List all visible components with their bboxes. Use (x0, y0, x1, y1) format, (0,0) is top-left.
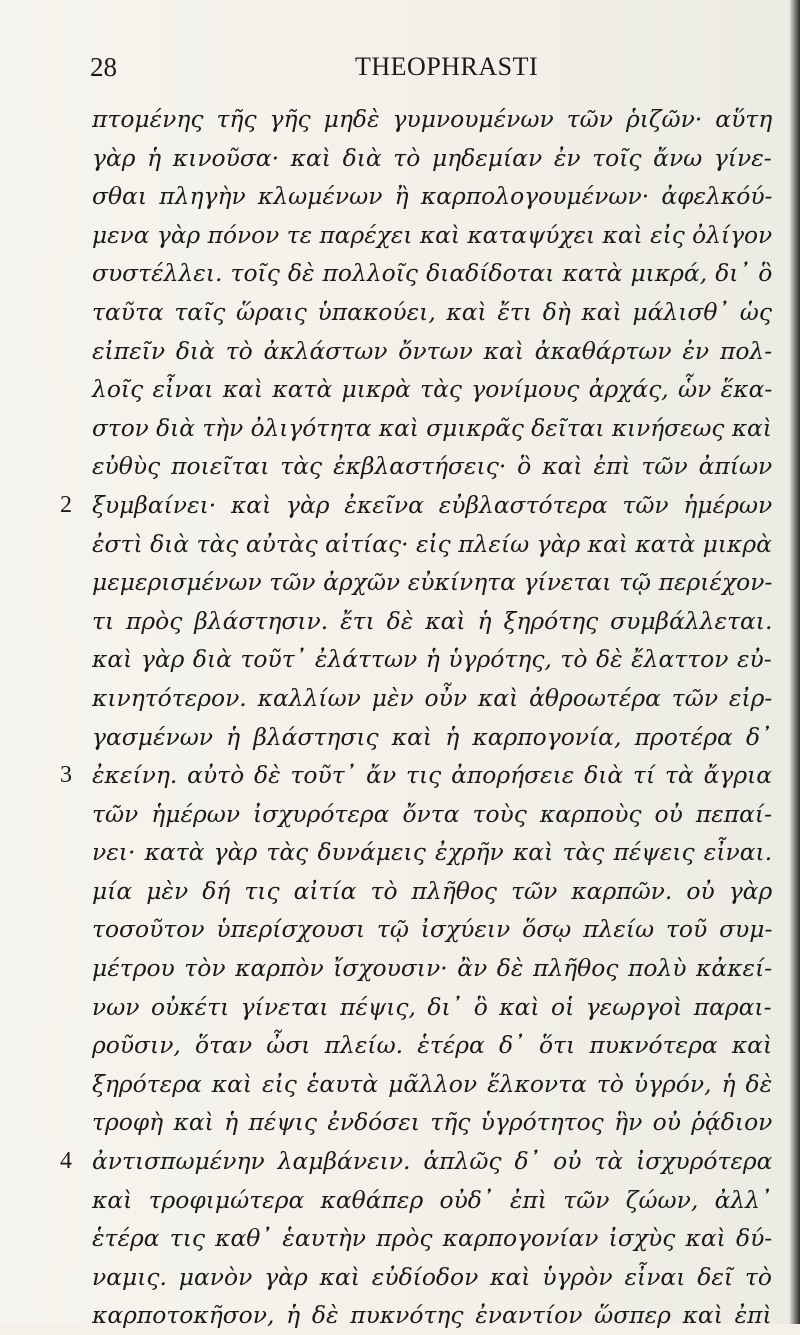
text-line (92, 1258, 772, 1297)
text-line (92, 293, 772, 332)
line-text: ἀντισπωμένην λαμβάνειν. ἁπλῶς δ᾽ οὐ τὰ ἰσχυρότερα (92, 1147, 773, 1176)
line-text: σθαι πληγὴν κλωμένων ἢ καρπολογουμένων· ἀφελκόύ- (92, 182, 773, 211)
line-text: εὐθὺς ποιεῖται τὰς ἐκβλαστήσεις· ὃ καὶ ἐπὶ τῶν ἀπίων (92, 452, 773, 481)
text-line (92, 447, 772, 486)
line-text: ἐκείνη. αὐτὸ δὲ τοῦτ᾽ ἄν τις ἀπορήσειε διὰ τί τὰ ἄγρια (92, 761, 773, 790)
line-text: νων οὐκέτι γίνεται πέψις, δι᾽ ὃ καὶ οἱ γεωργοὶ παραι- (92, 992, 772, 1021)
text-line (92, 602, 772, 641)
text-line (92, 1181, 772, 1220)
line-text: τι πρὸς βλάστησιν. ἔτι δὲ καὶ ἡ ξηρότης συμβάλλεται. (92, 606, 773, 635)
line-text: ἐστὶ διὰ τὰς αὐτὰς αἰτίας· εἰς πλείω γὰρ καὶ κατὰ μικρὰ (92, 529, 772, 558)
line-text: ξηρότερα καὶ εἰς ἑαυτὰ μᾶλλον ἕλκοντα τὸ ὑγρόν, ἡ δὲ (92, 1069, 773, 1098)
text-line (92, 525, 772, 564)
text-line (92, 254, 772, 293)
text-line (60, 756, 773, 795)
line-text: γὰρ ἡ κινοῦσα· καὶ διὰ τὸ μηδεμίαν ἐν τοῖς ἄνω γίνε- (92, 143, 772, 172)
line-text: λοῖς εἶναι καὶ κατὰ μικρὰ τὰς γονίμους ἀρχάς, ὧν ἕκα- (92, 375, 773, 404)
text-line (92, 795, 772, 834)
text-line (92, 177, 772, 216)
text-line (60, 486, 773, 525)
line-text: τροφὴ καὶ ἡ πέψις ἐνδόσει τῆς ὑγρότητος ἣν οὐ ῥᾴδιον (92, 1108, 773, 1137)
line-text: καὶ τροφιμώτερα καθάπερ οὐδ᾽ ἐπὶ τῶν ζώων, ἀλλ᾽ (92, 1185, 772, 1214)
line-text: ναμις. μανὸν γὰρ καὶ εὐδίοδον καὶ ὑγρὸν εἶναι δεῖ τὸ (92, 1262, 772, 1291)
line-text: ξυμβαίνει· καὶ γὰρ ἐκεῖνα εὐβλαστότερα τῶν ἡμέρων (92, 490, 773, 519)
line-text: εἰπεῖν διὰ τὸ ἀκλάστων ὄντων καὶ ἀκαθάρτων ἐν πολ- (92, 336, 773, 365)
line-text: ροῦσιν, ὅταν ὦσι πλείω. ἑτέρα δ᾽ ὅτι πυκνότερα καὶ (92, 1031, 773, 1060)
text-line (92, 949, 772, 988)
text-line (92, 1296, 772, 1335)
text-line (92, 1026, 772, 1065)
text-line (92, 409, 772, 448)
section-number: 2 (60, 491, 72, 518)
text-line (92, 100, 772, 139)
line-text: μία μὲν δή τις αἰτία τὸ πλῆθος τῶν καρπῶν. οὐ γὰρ (92, 876, 773, 905)
text-line (92, 718, 772, 757)
line-text: τῶν ἡμέρων ἰσχυρότερα ὄντα τοὺς καρποὺς οὐ πεπαί- (92, 799, 773, 828)
text-line (92, 679, 772, 718)
text-line (92, 872, 772, 911)
line-text: μεμερισμένων τῶν ἀρχῶν εὐκίνητα γίνεται τῷ περιέχον- (92, 568, 773, 597)
line-text: συστέλλει. τοῖς δὲ πολλοῖς διαδίδοται κατὰ μικρά, δι᾽ ὃ (92, 259, 773, 288)
line-text: στον διὰ τὴν ὀλιγότητα καὶ σμικρᾶς δεῖται κινήσεως καὶ (92, 413, 772, 442)
line-text: ταῦτα ταῖς ὥραις ὑπακούει, καὶ ἔτι δὴ καὶ μάλισθ᾽ ὡς (92, 297, 772, 326)
line-text: γασμένων ἡ βλάστησις καὶ ἡ καρπογονία, προτέρα δ᾽ (92, 722, 772, 751)
text-line (60, 1142, 773, 1181)
text-line (92, 1065, 772, 1104)
section-number: 4 (60, 1148, 72, 1175)
text-line (92, 370, 772, 409)
running-head: THEOPHRASTI (355, 52, 539, 81)
text-line (92, 563, 772, 602)
line-text: μέτρου τὸν καρπὸν ἴσχουσιν· ἂν δὲ πλῆθος πολὺ κἀκεί- (92, 954, 773, 983)
section-number: 3 (60, 762, 72, 789)
line-text: νει· κατὰ γὰρ τὰς δυνάμεις ἐχρῆν καὶ τὰς πέψεις εἶναι. (92, 838, 773, 867)
line-text: καὶ γὰρ διὰ τοῦτ᾽ ἐλάττων ἡ ὑγρότης, τὸ δὲ ἔλαττον εὐ- (92, 645, 772, 674)
text-line (92, 332, 772, 371)
text-line (92, 1219, 772, 1258)
greek-text-body (60, 100, 773, 1335)
text-line (92, 910, 772, 949)
page-header (0, 48, 800, 88)
line-text: καρποτοκῆσον, ἡ δὲ πυκνότης ἐναντίον ὥσπερ καὶ ἐπὶ (92, 1301, 772, 1330)
scan-edge (790, 0, 800, 1324)
line-text: μενα γὰρ πόνον τε παρέχει καὶ καταψύχει καὶ εἰς ὀλίγον (92, 220, 773, 249)
line-text: τοσοῦτον ὑπερίσχουσι τῷ ἰσχύειν ὅσῳ πλείω τοῦ συμ- (92, 915, 773, 944)
text-line (92, 1103, 772, 1142)
line-text: κινητότερον. καλλίων μὲν οὖν καὶ ἀθροωτέρα τῶν εἰρ- (92, 683, 773, 712)
text-line (92, 640, 772, 679)
page-number: 28 (90, 52, 117, 82)
text-line (92, 988, 772, 1027)
line-text: ἑτέρα τις καθ᾽ ἑαυτὴν πρὸς καρπογονίαν ἰσχὺς καὶ δύ- (92, 1224, 773, 1253)
text-line (92, 833, 772, 872)
text-line (92, 216, 772, 255)
line-text: πτομένης τῆς γῆς μηδὲ γυμνουμένων τῶν ῥιζῶν· αὕτη (92, 105, 773, 133)
text-line (92, 139, 772, 178)
